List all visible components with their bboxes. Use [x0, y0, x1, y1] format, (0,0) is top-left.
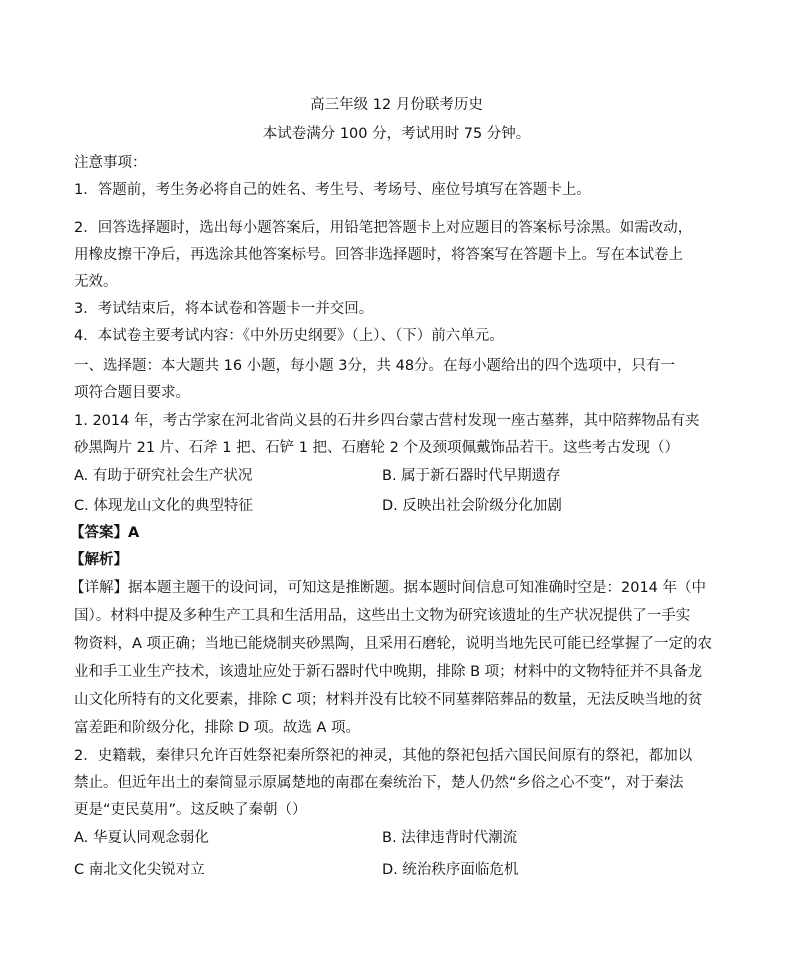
q1-detail-line-1: 【详解】据本题主题干的设问词，可知这是推断题。据本题时间信息可知准确时空是：2014 年（中 [70, 580, 707, 596]
note-1: 1．答题前，考生务必将自己的姓名、考生号、考场号、座位号填写在答题卡上。 [74, 182, 591, 198]
q1-answer: 【答案】A [70, 525, 140, 541]
q2-option-c: C 南北文化尖锐对立 [74, 862, 205, 878]
note-2-line-3: 无效。 [74, 274, 118, 290]
q2-option-d: D. 统治秩序面临危机 [382, 862, 519, 878]
q2-stem-line-1: 2．史籍载，秦律只允许百姓祭祀秦所祭祀的神灵，其他的祭祀包括六国民间原有的祭祀，都加以 [74, 748, 693, 764]
q1-detail-line-4: 业和手工业生产技术，该遗址应处于新石器时代中晚期，排除 B 项；材料中的文物特征并不具备龙 [74, 664, 703, 680]
note-3: 3．考试结束后，将本试卷和答题卡一并交回。 [74, 301, 374, 317]
q2-option-a: A. 华夏认同观念弱化 [74, 830, 209, 846]
q2-stem-line-3: 更是“吏民莫用”。这反映了秦朝（） [74, 802, 307, 818]
q1-stem-line-2: 砂黑陶片 21 片、石斧 1 把、石铲 1 把、石磨轮 2 个及颈项佩戴饰品若干。这些考古发现（） [74, 440, 679, 456]
note-4: 4．本试卷主要考试内容：《中外历史纲要》（上）、（下）前六单元。 [74, 328, 504, 344]
q2-stem-line-2: 禁止。但近年出土的秦简显示原属楚地的南郡在秦统治下，楚人仍然“乡俗之心不变”，对于秦法 [74, 775, 684, 791]
notes-heading: 注意事项： [74, 155, 147, 171]
q1-detail-line-6: 富差距和阶级分化，排除 D 项。故选 A 项。 [74, 720, 361, 736]
q2-option-b: B. 法律违背时代潮流 [382, 830, 518, 846]
note-2-line-2: 用橡皮擦干净后，再选涂其他答案标号。回答非选择题时，将答案写在答题卡上。写在本试卷上 [74, 247, 683, 263]
q1-analysis-label: 【解析】 [70, 552, 128, 568]
q1-option-c: C. 体现龙山文化的典型特征 [74, 498, 253, 514]
exam-title: 高三年级 12 月份联考历史 [310, 97, 483, 113]
q1-stem-line-1: 1. 2014 年，考古学家在河北省尚义县的石井乡四台蒙古营村发现一座古墓葬，其中陪葬物品有夹 [74, 413, 700, 429]
q1-option-b: B. 属于新石器时代早期遗存 [382, 468, 561, 484]
note-2-line-1: 2．回答选择题时，选出每小题答案后，用铅笔把答题卡上对应题目的答案标号涂黑。如需改动， [74, 220, 693, 236]
q1-detail-line-3: 物资料，A 项正确；当地已能烧制夹砂黑陶，且采用石磨轮，说明当地先民可能已经掌握了一定的农 [74, 636, 713, 652]
exam-subtitle: 本试卷满分 100 分，考试用时 75 分钟。 [262, 126, 531, 142]
section-heading-line-2: 项符合题目要求。 [74, 385, 190, 401]
section-heading-line-1: 一、选择题：本大题共 16 小题，每小题 3分，共 48分。在每小题给出的四个选项中，只有一 [74, 358, 676, 374]
q1-option-a: A. 有助于研究社会生产状况 [74, 468, 253, 484]
q1-detail-line-5: 山文化所特有的文化要素，排除 C 项；材料并没有比较不同墓葬陪葬品的数量，无法反映当地的贫 [74, 692, 703, 708]
q1-option-d: D. 反映出社会阶级分化加剧 [382, 498, 562, 514]
q1-detail-line-2: 国）。材料中提及多种生产工具和生活用品，这些出土文物为研究该遗址的生产状况提供了一手实 [74, 608, 691, 624]
